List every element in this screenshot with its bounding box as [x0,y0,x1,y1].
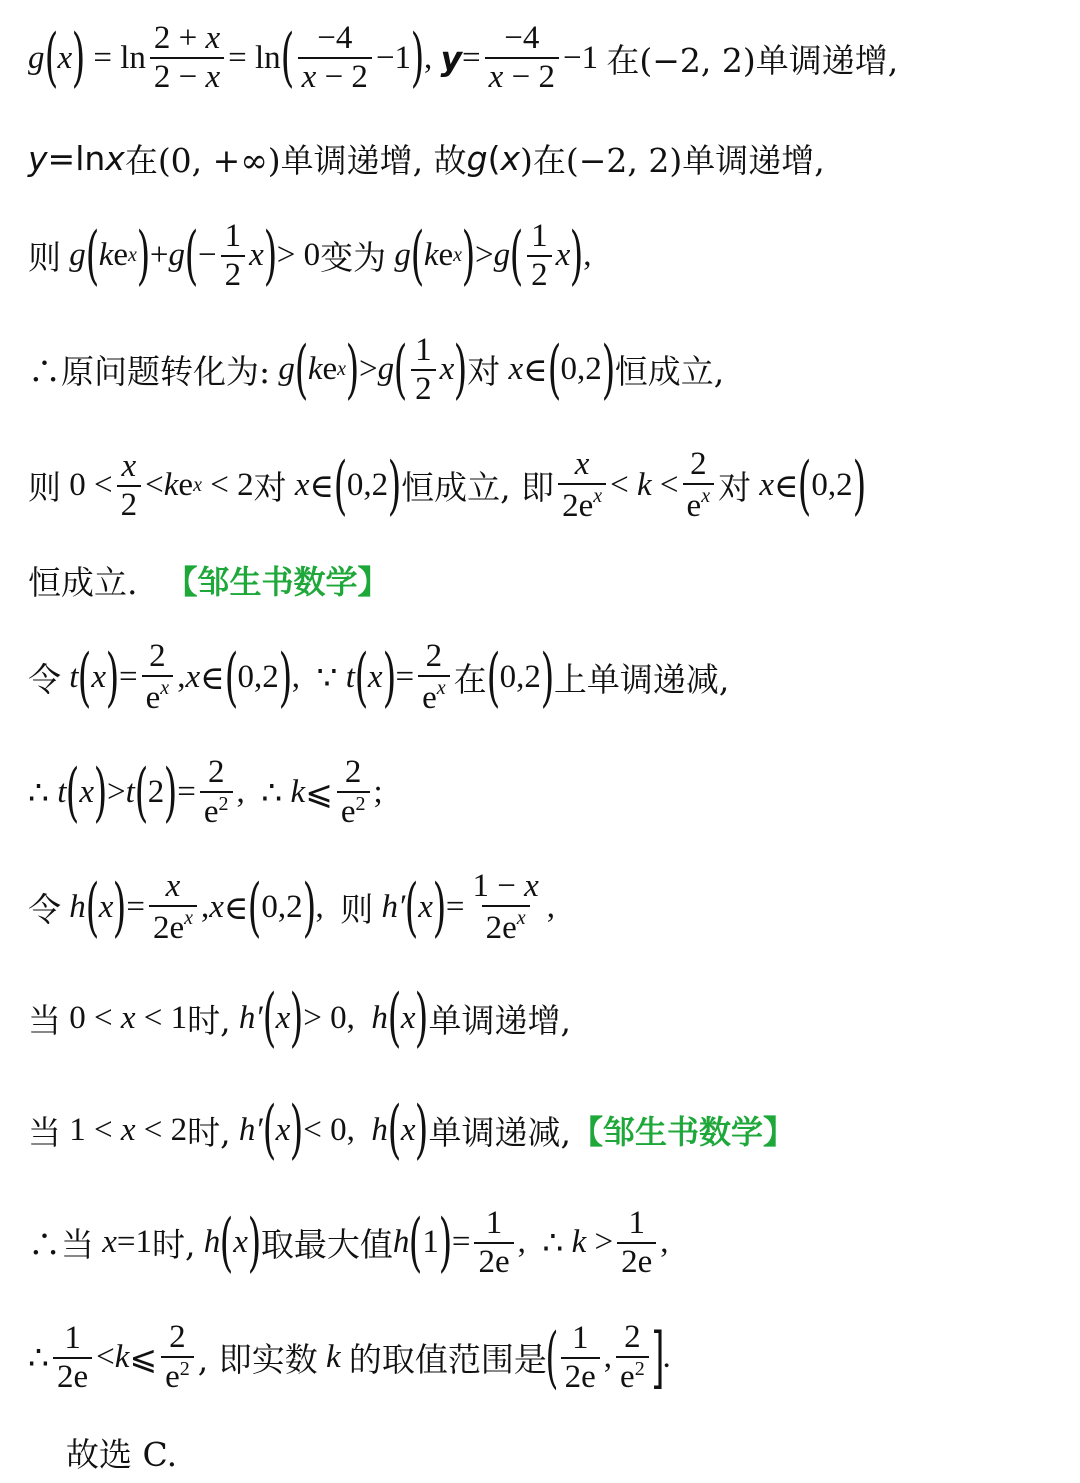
text: 单调递减, [428,1112,571,1152]
line-14 [66,1425,1070,1480]
text: 恒成立, 即 [401,468,555,507]
line-3: 则 g ( k e x ) + g ( − $\frac{1}{2}$ x ) > 0 变为 g ( k e x ) > g ( $\frac{1}{2}$ x ) , [28,217,592,293]
text: 令 [28,890,61,929]
text: ∴ [28,1338,49,1377]
text: ∴原问题转化为: [28,352,271,391]
text: x [500,138,521,178]
text: 时, [187,1000,231,1040]
text: 时, [187,1112,231,1152]
text: 对 [253,468,287,507]
brand-label: 【邹生书数学】 [165,563,390,601]
line-1: g ( x ) = ln $\frac{2 + x}{2 - x}$ = ln ( $\frac{-4}{x - 2}$ −1 ) , y = $\frac{-4}{x - 2}$ −1 在(−2, 2)单调递增, [28,20,899,95]
text: 变为 [320,238,387,277]
text: 上单调递减, [553,660,730,699]
line-9: 令 h ( x ) = $\frac{x}{2e^x}$ , x ∈ ( 0,2 ) , 则 h′ ( x ) = $\frac{1 - x}{2e^x}$ , [28,868,556,946]
text: ∴当 [28,1225,94,1264]
math: g [28,39,45,76]
text: 在(0, +∞)单调递增, 故 [124,140,467,180]
text: 时, [152,1225,196,1264]
text: 在 [453,660,487,699]
line-4: ∴原问题转化为: g ( k e x ) > g ( $\frac{1}{2}$ x ) 对 x ∈ ( 0,2 ) 恒成立, [28,331,725,407]
text: 则 [28,468,61,507]
text: )在(−2, 2)单调递增, [520,140,825,180]
text: y= [28,138,76,178]
text: 恒成立. [28,562,138,602]
text: 恒成立, [614,352,725,391]
text-monotone: 在(−2, 2)单调递增, [606,40,899,80]
text: 的取值范围是 [348,1340,547,1379]
line-11: 当 1 < x < 2 时, h′ ( x ) < 0, h ( x ) 单调递减, 【邹生书数学】 [28,1093,795,1167]
text: 对 [467,352,501,391]
text: ∴ [261,773,283,812]
text: 则 [28,238,61,277]
text: 令 [28,660,61,699]
text: 单调递增, [428,1000,571,1040]
line-13: ∴ $\frac{1}{2e}$ < k ⩽ $\frac{2}{e^2}$ , 即实数 k 的取值范围是 ( $\frac{1}{2e}$ , $\frac{2}{e^2}$ ] . [28,1318,671,1396]
text: 当 [28,1112,61,1152]
line-6 [28,550,1070,610]
text: x [105,138,125,178]
text: ∴ [542,1223,564,1262]
line-2 [28,128,1070,188]
text: , 即实数 [197,1340,318,1379]
text: ∴ [28,773,49,812]
brand-label: 【邹生书数学】 [570,1113,795,1151]
text: g [466,138,488,178]
line-8: ∴ t ( x ) > t ( 2 ) = $\frac{2}{e^2}$ , ∴ k ⩽ $\frac{2}{e^2}$ ; [28,754,383,830]
line-10: 当 0 < x < 1 时, h′ ( x ) > 0, h ( x ) 单调递增, [28,981,571,1055]
text: 故选 C. [66,1435,178,1474]
text: 当 [28,1000,61,1040]
text: ∵ [316,658,338,697]
text: 取最大值 [260,1225,393,1264]
text: 则 [340,890,374,929]
text: ( [487,138,501,178]
line-12: ∴当 x =1 时, h ( x ) 取最大值 h ( 1 ) = $\frac{1}{2e}$ , ∴ k > $\frac{1}{2e}$ , [28,1204,669,1280]
line-7: 令 t ( x ) = $\frac{2}{e^x}$ , x ∈ ( 0,2 ) , ∵ t ( x ) = $\frac{2}{e^x}$ 在 ( 0,2 ) 上单调递减, [28,638,730,716]
text: 对 [718,468,752,507]
fraction: $\frac{2 + x}{2 - x}$ [150,21,224,94]
text: ln [75,138,106,178]
line-5: 则 0 < $\frac{x}{2}$ < k e x < 2 对 x ∈ ( 0,2 ) 恒成立, 即 $\frac{x}{2e^x}$ < k < $\frac{2}{e^x}$ 对 x ∈ ( 0,2 ) [28,446,867,524]
